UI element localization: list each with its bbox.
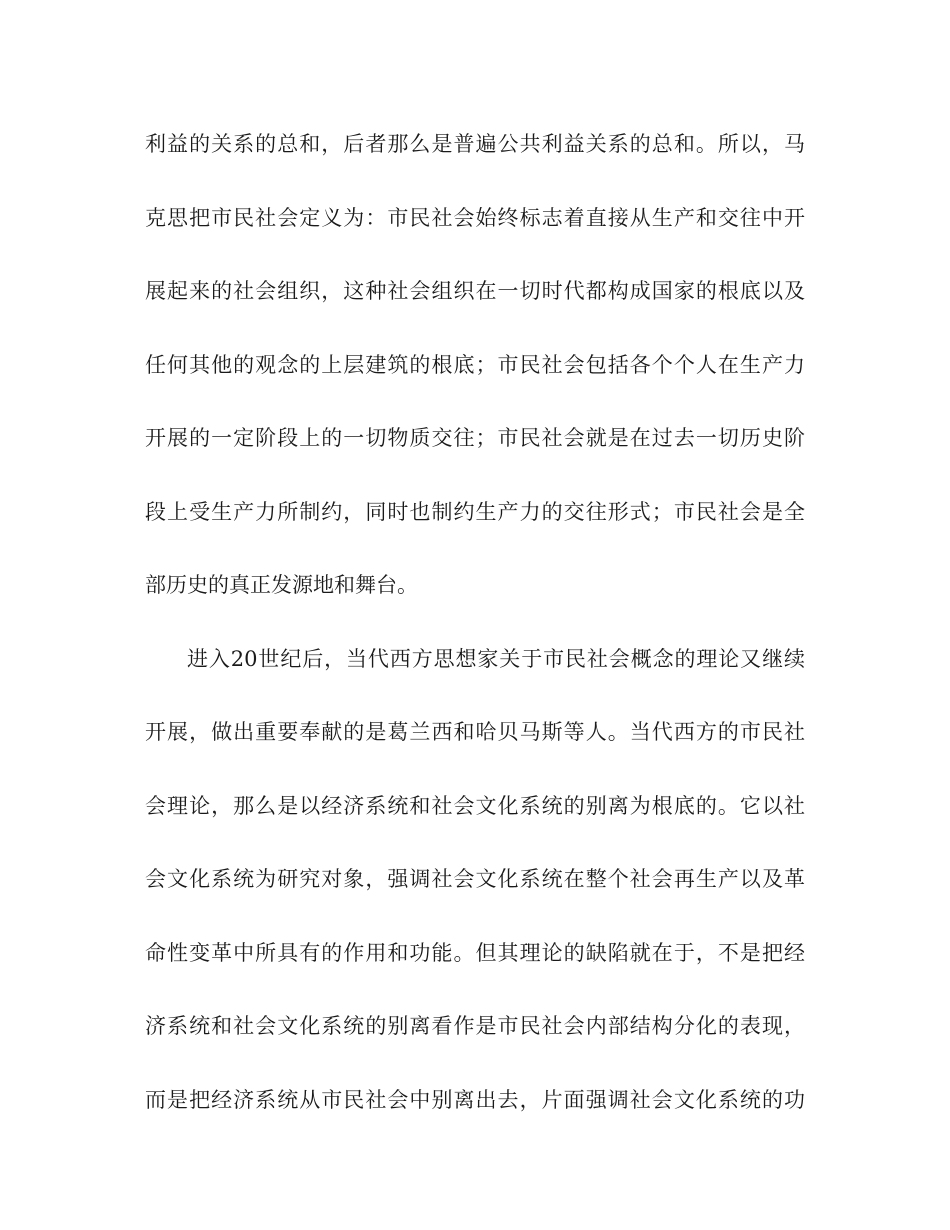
text-line: 会文化系统为研究对象，强调社会文化系统在整个社会再生产以及革 — [145, 867, 805, 891]
text-line: 任何其他的观念的上层建筑的根底；市民社会包括各个个人在生产力 — [145, 352, 805, 377]
text-line: 开展的一定阶段上的一切物质交往；市民社会就是在过去一切历史阶 — [145, 426, 805, 450]
text-line: 命性变革中所具有的作用和功能。但其理论的缺陷就在于，不是把经 — [145, 940, 805, 965]
text-line: 段上受生产力所制约，同时也制约生产力的交往形式；市民社会是全 — [145, 499, 805, 524]
text-line: 展起来的社会组织，这种社会组织在一切时代都构成国家的根底以及 — [145, 279, 805, 303]
document-body — [145, 118, 805, 1147]
text-line: 开展，做出重要奉献的是葛兰西和哈贝马斯等人。当代西方的市民社 — [145, 720, 805, 744]
text-line: 利益的关系的总和，后者那么是普遍公共利益关系的总和。所以，马 — [145, 132, 805, 156]
text-line: 会理论，那么是以经济系统和社会文化系统的别离为根底的。它以社 — [145, 793, 805, 818]
text-line: 而是把经济系统从市民社会中别离出去，片面强调社会文化系统的功 — [145, 1087, 805, 1112]
text-line: 济系统和社会文化系统的别离看作是市民社会内部结构分化的表现， — [145, 1014, 805, 1038]
text-line: 克思把市民社会定义为：市民社会始终标志着直接从生产和交往中开 — [145, 205, 805, 230]
paragraph-first-line: 进入20世纪后，当代西方思想家关于市民社会概念的理论又继续 — [187, 646, 805, 671]
text-line: 部历史的真正发源地和舞台。 — [145, 573, 418, 597]
